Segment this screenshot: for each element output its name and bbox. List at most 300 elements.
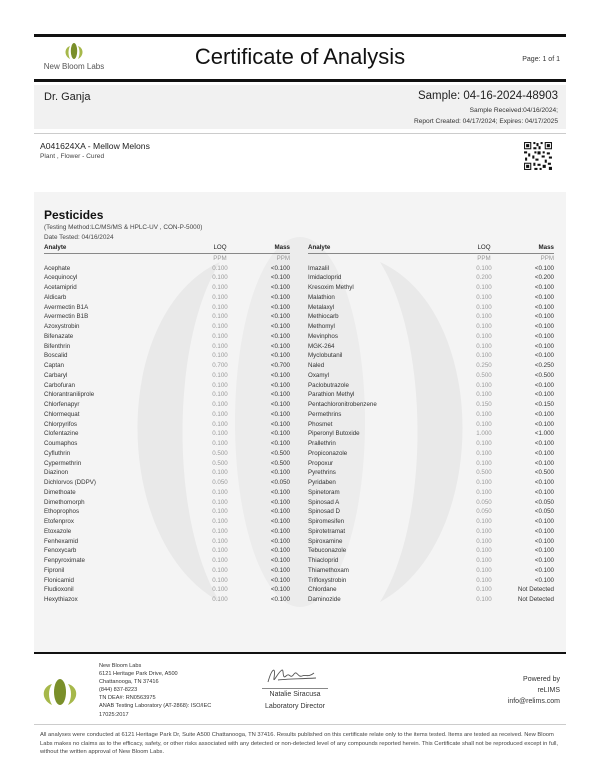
mass-cell: <0.100 [270,469,290,477]
lab-line: 6121 Heritage Park Drive, A500 [99,671,178,678]
analyte-cell: Piperonyl Butoxide [308,430,360,438]
analyte-cell: Imazalil [308,264,329,272]
analyte-cell: Azoxystrobin [44,323,80,330]
analyte-cell: Carbofuran [44,381,75,389]
mass-cell: <0.100 [270,303,290,311]
table-row [44,322,290,332]
table-row [44,537,290,547]
mass-cell: <0.100 [534,293,554,301]
disclaimer-text: All analyses were conducted at 6121 Heritage Park Dr, Suite A500 Chattanooga, TN 37416. Results published on this certificate relate only to the items tested. Items are tested as received. New Bloom Labs makes no claims as to the efficacy, safety, or other risks associated with any detected or non-detected level of any compounds reported herein. This Certificate shall not be reproduced except in full, without the written approval of New Bloom Labs. [40,732,559,756]
mass-cell: <0.100 [270,547,290,555]
analyte-cell: Avermectin B1A [44,303,89,311]
loq-cell: 0.100 [476,449,492,457]
lab-line: Chattanooga, TN 37416 [99,679,159,686]
table-row [308,556,554,566]
mass-cell: <0.100 [534,342,554,350]
mass-cell: <0.100 [534,381,554,389]
loq-cell: 0.050 [476,498,492,506]
table-row [308,400,554,410]
analyte-header: Analyte [308,243,458,253]
mass-cell: <0.100 [270,342,290,350]
mass-cell: <0.100 [534,264,554,272]
leaf-logo-icon [40,678,80,706]
loq-cell: 0.100 [212,332,228,340]
footer-rule [34,652,566,654]
analyte-cell: Chlormequat [44,410,80,418]
analyte-cell: Fipronil [44,566,65,574]
mass-cell: <0.050 [270,479,290,486]
table-row [44,507,290,517]
mass-cell: <0.100 [270,420,290,428]
mass-cell: <0.100 [270,284,290,291]
loq-cell: 0.100 [212,420,228,428]
table-row [308,468,554,478]
loq-cell: 0.100 [476,488,492,496]
loq-cell: 0.100 [212,381,228,389]
table-row [308,595,554,605]
lab-line: New Bloom Labs [99,663,142,669]
loq-cell: 0.100 [212,371,228,379]
mass-cell: <0.100 [534,537,554,545]
loq-cell: 0.100 [476,537,492,545]
table-row [44,390,290,400]
mass-cell: <0.100 [270,518,290,525]
loq-cell: 0.100 [212,508,228,516]
loq-cell: 0.100 [476,323,492,330]
table-row [308,478,554,488]
loq-cell: 0.100 [212,293,228,301]
mass-cell: <0.100 [270,557,290,564]
analyte-cell: Spiroxamine [308,537,343,545]
loq-cell: 0.100 [212,313,228,321]
loq-cell: 0.100 [476,459,492,467]
sample-id: Sample: 04-16-2024-48903 [417,90,558,102]
table-row [44,478,290,488]
analyte-cell: Clofentazine [44,430,79,438]
analyte-cell: Trifloxystrobin [308,576,347,584]
table-row [308,517,554,527]
mass-cell: <0.100 [270,566,290,574]
mass-cell: <0.100 [270,401,290,408]
analyte-cell: Chlorfenapyr [44,401,80,408]
loq-cell: 0.100 [212,410,228,418]
loq-cell: 0.100 [476,264,492,272]
table-row [44,351,290,361]
analyte-cell: Aldicarb [44,293,67,301]
analyte-cell: Chlorantraniliprole [44,391,95,399]
table-row [44,400,290,410]
report-dates: Report Created: 04/17/2024; Expires: 04/17/2025 [413,118,558,125]
lab-line: ANAB Testing Laboratory (AT-2868): ISO/IEC [99,703,212,710]
loq-cell: 0.050 [212,479,228,486]
table-row [308,361,554,371]
analyte-cell: Fenhexamid [44,537,79,545]
mass-cell: <0.100 [534,420,554,428]
qr-code-icon [523,141,553,171]
loq-cell: 0.100 [476,586,492,594]
table-row [44,332,290,342]
results-table-right [308,243,554,605]
analyte-header: Analyte [44,243,194,253]
loq-cell: 0.500 [212,459,228,467]
loq-cell: 0.100 [476,313,492,321]
analyte-cell: Dichlorvos (DDPV) [44,479,96,486]
mass-cell: <0.100 [270,537,290,545]
table-row [44,439,290,449]
mass-cell: <0.100 [534,459,554,467]
table-row [308,420,554,430]
loq-cell: 0.100 [212,527,228,535]
analyte-cell: Etoxazole [44,527,72,535]
mass-cell: <0.100 [270,586,290,594]
mass-unit: PPM [276,254,290,262]
table-row [308,293,554,303]
analyte-cell: Bifenazate [44,332,74,340]
loq-cell: 0.100 [212,342,228,350]
loq-cell: 0.100 [212,274,228,282]
powered-by-name: reLIMS [537,687,560,694]
loq-cell: 0.100 [476,303,492,311]
loq-cell: 0.100 [212,518,228,525]
loq-cell: 0.100 [212,391,228,399]
analyte-cell: Bifenthrin [44,342,71,350]
mass-cell: <0.100 [270,313,290,321]
table-row [44,342,290,352]
loq-cell: 0.100 [476,547,492,555]
table-row [44,527,290,537]
analyte-cell: Oxamyl [308,371,329,379]
mass-cell: <0.100 [534,488,554,496]
table-row [308,459,554,469]
testing-method: (Testing Method:LC/MS/MS & HPLC-UV , CON-P-5000) [44,224,203,231]
analyte-cell: Spiromesifen [308,518,345,525]
sample-received: Sample Received:04/16/2024; [469,107,558,114]
loq-cell: 0.100 [476,440,492,447]
table-row [44,381,290,391]
analyte-cell: Tebuconazole [308,547,347,555]
analyte-cell: Acequinocyl [44,274,78,282]
mass-cell: <0.100 [270,332,290,340]
table-row [308,429,554,439]
mass-cell: <0.100 [534,303,554,311]
loq-cell: 0.500 [476,371,492,379]
mass-cell: <0.100 [270,410,290,418]
mass-cell: <0.150 [534,401,554,408]
signer-name: Natalie Siracusa [269,691,321,698]
section-title: Pesticides [44,208,104,222]
mass-cell: <0.100 [534,352,554,360]
mass-cell: <0.100 [270,323,290,330]
loq-cell: 0.100 [476,596,492,603]
mass-cell: <0.500 [270,449,290,457]
analyte-cell: Permethrins [308,410,342,418]
loq-cell: 0.100 [212,401,228,408]
mass-header: Mass [510,243,554,253]
loq-cell: 0.700 [212,362,228,369]
loq-cell: 0.100 [476,527,492,535]
table-row [44,420,290,430]
analyte-cell: Ethoprophos [44,508,80,516]
analyte-cell: Prallethrin [308,440,336,447]
table-row [308,371,554,381]
loq-cell: 0.100 [212,547,228,555]
analyte-cell: Fenoxycarb [44,547,77,555]
table-row [308,303,554,313]
analyte-cell: Hexythiazox [44,596,78,603]
loq-cell: 0.100 [212,557,228,564]
mass-cell: <0.100 [534,440,554,447]
loq-cell: 0.250 [476,362,492,369]
mass-cell: <0.100 [270,371,290,379]
table-row [44,468,290,478]
loq-cell: 0.100 [212,323,228,330]
analyte-cell: Dimethoate [44,488,76,496]
mass-cell: <0.100 [534,449,554,457]
mass-cell: <0.100 [270,352,290,360]
loq-cell: 0.100 [476,352,492,360]
mass-cell: <0.100 [270,488,290,496]
loq-cell: 0.050 [476,508,492,516]
top-rule [34,34,566,37]
table-row [308,507,554,517]
table-row [308,312,554,322]
table-row [308,537,554,547]
loq-cell: 0.100 [212,498,228,506]
mass-cell: Not Detected [517,596,554,603]
mass-cell: <0.100 [534,323,554,330]
table-row [44,566,290,576]
analyte-cell: Spirotetramat [308,527,346,535]
loq-cell: 0.100 [212,264,228,272]
table-row [44,576,290,586]
analyte-cell: Chlordane [308,586,337,594]
loq-cell: 0.100 [476,518,492,525]
loq-cell: 0.100 [476,381,492,389]
table-row [308,566,554,576]
mass-cell: <0.500 [534,371,554,379]
mass-cell: <0.100 [534,313,554,321]
analyte-cell: Methiocarb [308,313,339,321]
signature-line [262,688,328,689]
loq-cell: 0.100 [476,557,492,564]
table-row [44,556,290,566]
table-row [44,585,290,595]
loq-unit: PPM [477,254,491,262]
table-row [44,283,290,293]
table-row [308,449,554,459]
mass-cell: <0.100 [534,527,554,535]
powered-by-label: Powered by [523,676,560,683]
signature-icon [264,664,324,688]
table-row [308,390,554,400]
mass-cell: <0.100 [534,284,554,291]
table-row [44,546,290,556]
loq-cell: 0.100 [212,430,228,438]
loq-cell: 0.100 [212,284,228,291]
analyte-cell: Pyridaben [308,479,336,486]
client-name: Dr. Ganja [44,91,91,103]
table-row [44,371,290,381]
table-row [44,488,290,498]
analyte-cell: Propoxur [308,459,334,467]
mass-cell: <0.100 [270,440,290,447]
mass-cell: Not Detected [517,586,554,594]
mass-cell: <0.100 [270,498,290,506]
table-row [308,585,554,595]
mass-cell: <0.100 [270,381,290,389]
table-row [308,332,554,342]
analyte-cell: Cyfluthrin [44,449,71,457]
loq-cell: 0.500 [476,469,492,477]
product-name: A041624XA - Mellow Melons [40,141,150,151]
analyte-cell: Spinosad D [308,508,340,516]
mass-cell: <0.200 [534,274,554,282]
mass-cell: <0.100 [270,508,290,516]
loq-cell: 0.100 [476,420,492,428]
analyte-cell: Acetamiprid [44,284,77,291]
analyte-cell: Kresoxim Methyl [308,284,354,291]
analyte-cell: Coumaphos [44,440,78,447]
analyte-cell: Daminozide [308,596,341,603]
table-row [44,410,290,420]
mass-cell: <0.100 [534,576,554,584]
loq-cell: 0.100 [212,440,228,447]
table-row [308,498,554,508]
loq-cell: 0.100 [212,566,228,574]
analyte-cell: Myclobutanil [308,352,343,360]
loq-cell: 0.100 [212,586,228,594]
loq-cell: 0.100 [212,469,228,477]
loq-cell: 0.100 [476,342,492,350]
mass-cell: <0.100 [270,391,290,399]
analyte-cell: Captan [44,362,64,369]
mass-cell: <0.500 [270,459,290,467]
mass-cell: <0.100 [534,557,554,564]
mass-cell: <0.100 [534,518,554,525]
table-row [308,322,554,332]
mass-cell: <0.100 [270,430,290,438]
table-row [44,361,290,371]
mass-cell: <0.100 [270,527,290,535]
table-row [308,273,554,283]
mass-cell: <0.100 [270,293,290,301]
lab-line: TN DEA#: RN0563975 [99,695,156,702]
loq-cell: 0.100 [476,576,492,584]
analyte-cell: Mevinphos [308,332,338,340]
table-row [44,293,290,303]
powered-by-email[interactable]: info@relims.com [507,698,560,705]
product-rule [34,133,566,134]
analyte-cell: Methomyl [308,323,335,330]
loq-cell: 0.500 [212,449,228,457]
loq-cell: 0.100 [212,576,228,584]
table-row [308,410,554,420]
mass-cell: <0.100 [534,566,554,574]
mass-cell: <0.100 [270,596,290,603]
table-row [308,342,554,352]
analyte-cell: Malathion [308,293,335,301]
analyte-cell: Carbaryl [44,371,68,379]
analyte-cell: Phosmet [308,420,333,428]
table-row [44,312,290,322]
lab-line: (844) 837-8223 [99,687,138,694]
table-row [308,381,554,391]
logo-text: New Bloom Labs [43,62,105,71]
table-row [308,264,554,274]
analyte-cell: Pyrethrins [308,469,336,477]
mass-cell: <0.050 [534,498,554,506]
mass-cell: <0.100 [534,332,554,340]
loq-cell: 0.100 [212,303,228,311]
unit-spacer [44,253,194,263]
analyte-cell: Parathion Methyl [308,391,355,399]
disclaimer-rule [34,724,566,725]
analyte-cell: Cypermethrin [44,459,82,467]
loq-cell: 0.100 [476,332,492,340]
loq-cell: 0.100 [476,479,492,486]
table-row [44,459,290,469]
loq-cell: 0.100 [212,596,228,603]
analyte-cell: Pentachloronitrobenzene [308,401,377,408]
table-row [44,498,290,508]
mass-cell: <0.100 [270,264,290,272]
loq-cell: 0.100 [212,488,228,496]
analyte-cell: Flonicamid [44,576,74,584]
analyte-cell: Metalaxyl [308,303,335,311]
mass-cell: <0.100 [534,547,554,555]
analyte-cell: MGK-264 [308,342,335,350]
loq-header: LOQ [194,243,246,253]
table-row [44,429,290,439]
loq-cell: 0.200 [476,274,492,282]
loq-cell: 0.100 [476,410,492,418]
table-row [44,595,290,605]
loq-cell: 0.100 [476,293,492,301]
loq-unit: PPM [213,254,227,262]
analyte-cell: Thiacloprid [308,557,339,564]
analyte-cell: Thiamethoxam [308,566,349,574]
table-row [44,273,290,283]
loq-cell: 0.150 [476,401,492,408]
table-row [308,439,554,449]
table-row [308,576,554,586]
mass-cell: <1.000 [534,430,554,438]
mass-cell: <0.100 [270,576,290,584]
loq-cell: 1.000 [476,430,492,438]
mass-cell: <0.500 [534,469,554,477]
analyte-cell: Diazinon [44,469,69,477]
lab-address [99,662,211,719]
mass-cell: <0.250 [534,362,554,369]
table-row [308,527,554,537]
table-row [308,546,554,556]
mass-header: Mass [246,243,290,253]
analyte-cell: Etofenprox [44,518,74,525]
table-row [44,264,290,274]
analyte-cell: Spinosad A [308,498,340,506]
analyte-cell: Imidacloprid [308,274,342,282]
analyte-cell: Fludioxonil [44,586,74,594]
mass-cell: <0.050 [534,508,554,516]
analyte-cell: Dimethomorph [44,498,85,506]
table-row [44,517,290,527]
analyte-cell: Acephate [44,264,71,272]
mass-unit: PPM [540,254,554,262]
mass-cell: <0.100 [534,410,554,418]
table-row [308,283,554,293]
results-table-left [44,243,290,605]
signer-role: Laboratory Director [265,703,325,710]
